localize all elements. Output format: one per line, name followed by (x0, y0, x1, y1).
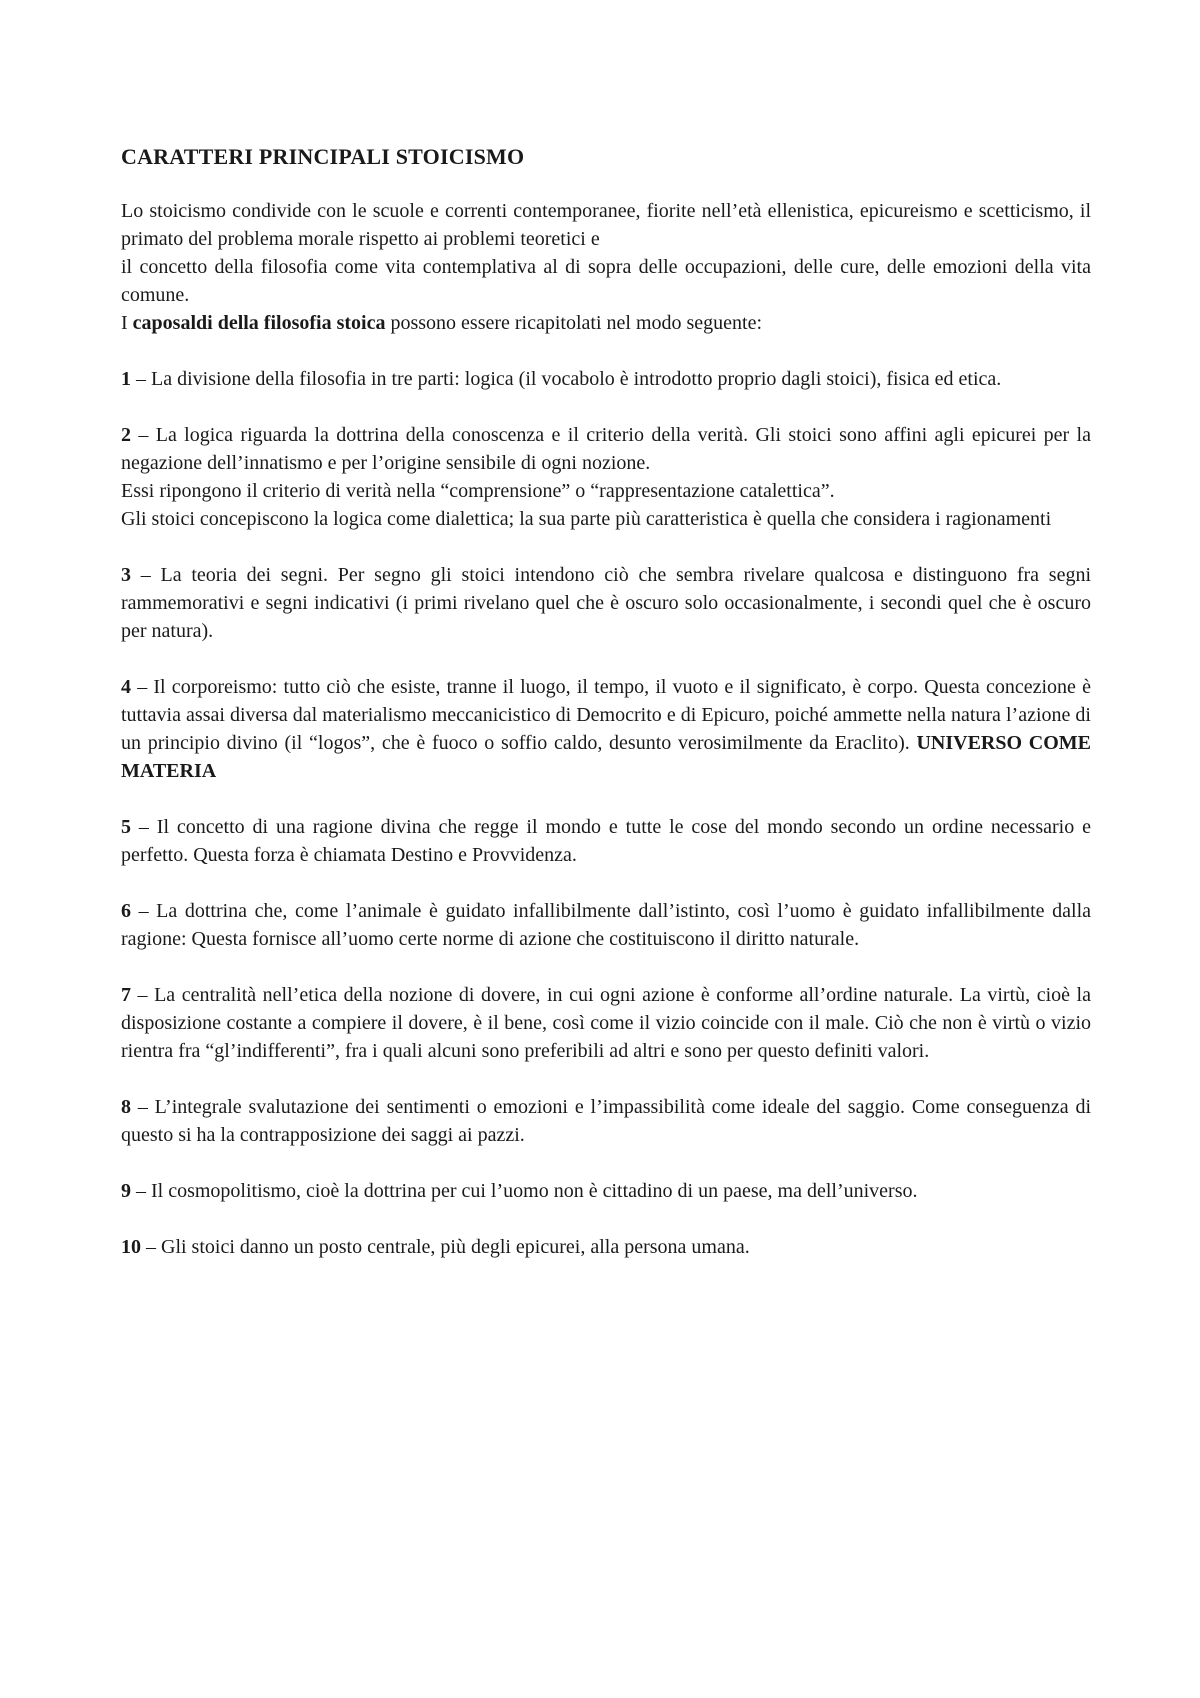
list-item-4 (121, 673, 1091, 785)
item-text: – Il concetto di una ragione divina che regge il mondo e tutte le cose del mondo secondo un ordine necessario e perfetto. Questa forza è chiamata Destino e Provvidenza. (121, 816, 1091, 866)
intro-text-2: il concetto della filosofia come vita contemplativa al di sopra delle occupazioni, delle cure, delle emozioni della vita comune. (121, 256, 1091, 306)
item-text: – Il corporeismo: tutto ciò che esiste, tranne il luogo, il tempo, il vuoto e il significato, è corpo. Questa concezione è tuttavia assai diversa dal materialismo meccanicistico di Democrito e di Epicuro, poiché ammette nella natura l’azione di un principio divino (il “logos”, che è fuoco o soffio caldo, desunto verosimilmente da Eraclito). (121, 676, 1091, 754)
intro-suffix: possono essere ricapitolati nel modo seguente: (385, 312, 763, 334)
item-number: 1 (121, 368, 131, 390)
item-number: 7 (121, 984, 131, 1006)
item-number: 8 (121, 1096, 131, 1118)
list-item-1 (121, 365, 1091, 393)
intro-text-1: Lo stoicismo condivide con le scuole e correnti contemporanee, fiorite nell’età ellenistica, epicureismo e scetticismo, il primato del problema morale rispetto ai problemi teoretici e (121, 200, 1091, 250)
list-item-7 (121, 981, 1091, 1065)
intro-text-3 (121, 309, 1091, 337)
list-item-10 (121, 1233, 1091, 1261)
document-page (121, 143, 1091, 1289)
item-number: 9 (121, 1180, 131, 1202)
document-title: CARATTERI PRINCIPALI STOICISMO (121, 144, 525, 169)
intro-paragraph (121, 197, 1091, 337)
item-text: – La divisione della filosofia in tre parti: logica (il vocabolo è introdotto proprio dagli stoici), fisica ed etica. (131, 368, 1002, 390)
list-item-3 (121, 561, 1091, 645)
item-text: – La dottrina che, come l’animale è guidato infallibilmente dall’istinto, così l’uomo è guidato infallibilmente dalla ragione: Questa fornisce all’uomo certe norme di azione che costituiscono il diritto naturale. (121, 900, 1091, 950)
list-item-5 (121, 813, 1091, 869)
item-text: – La teoria dei segni. Per segno gli stoici intendono ciò che sembra rivelare qualcosa e distinguono fra segni rammemorativi e segni indicativi (i primi rivelano quel che è oscuro solo occasionalmente, i secondi quel che è oscuro per natura). (121, 564, 1091, 642)
item-number: 5 (121, 816, 131, 838)
list-item-2 (121, 421, 1091, 533)
item-text: – Il cosmopolitismo, cioè la dottrina per cui l’uomo non è cittadino di un paese, ma dell’universo. (131, 1180, 918, 1202)
item-text-2: Essi ripongono il criterio di verità nella “comprensione” o “rappresentazione catalettica”. (121, 480, 835, 502)
item-text: – La logica riguarda la dottrina della conoscenza e il criterio della verità. Gli stoici sono affini agli epicurei per la negazione dell’innatismo e per l’origine sensibile di ogni nozione. (121, 424, 1091, 474)
item-number: 10 (121, 1236, 141, 1258)
intro-bold-phrase: caposaldi della filosofia stoica (132, 312, 386, 334)
intro-prefix: I (121, 312, 133, 334)
list-item-9 (121, 1177, 1091, 1205)
list-item-8 (121, 1093, 1091, 1149)
item-text: – La centralità nell’etica della nozione di dovere, in cui ogni azione è conforme all’ordine naturale. La virtù, cioè la disposizione costante a compiere il dovere, è il bene, così come il vizio coincide con il male. Ciò che non è virtù o vizio rientra fra “gl’indifferenti”, fra i quali alcuni sono preferibili ad altri e sono per questo definiti valori. (121, 984, 1091, 1062)
item-text: – Gli stoici danno un posto centrale, più degli epicurei, alla persona umana. (141, 1236, 750, 1258)
item-number: 2 (121, 424, 131, 446)
item-number: 6 (121, 900, 131, 922)
item-text-3: Gli stoici concepiscono la logica come dialettica; la sua parte più caratteristica è quella che considera i ragionamenti (121, 508, 1052, 530)
list-item-6 (121, 897, 1091, 953)
item-bold-tail: UNIVERSO COME MATERIA (121, 732, 1091, 782)
item-number: 4 (121, 676, 131, 698)
item-number: 3 (121, 564, 131, 586)
item-text: – L’integrale svalutazione dei sentimenti o emozioni e l’impassibilità come ideale del saggio. Come conseguenza di questo si ha la contrapposizione dei saggi ai pazzi. (121, 1096, 1091, 1146)
